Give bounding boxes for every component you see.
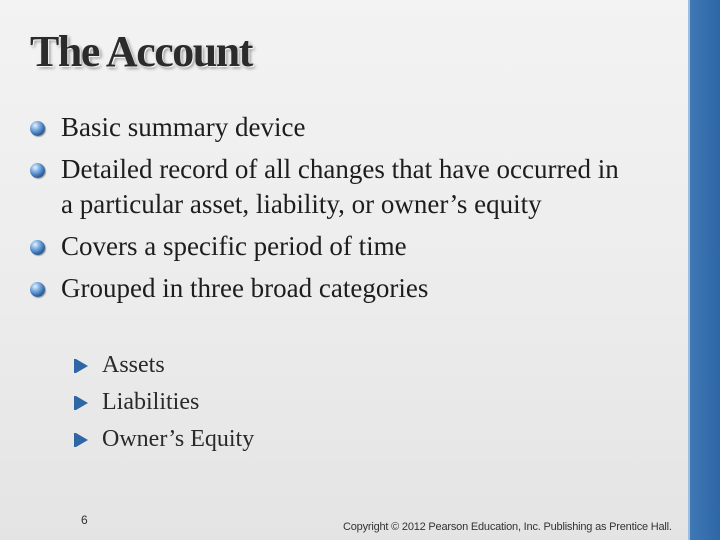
subbullet-text: Liabilities <box>102 389 200 415</box>
subbullet-list <box>76 347 254 458</box>
arrow-bullet-icon <box>76 396 88 410</box>
bullet-list <box>30 110 630 313</box>
bullet-text: Grouped in three broad categories <box>61 273 429 303</box>
sphere-bullet-icon <box>30 121 45 136</box>
sphere-bullet-icon <box>30 282 45 297</box>
subbullet-text: Assets <box>102 352 165 378</box>
bullet-text: Basic summary device <box>61 112 306 142</box>
sphere-bullet-icon <box>30 240 45 255</box>
bullet-text: Covers a specific period of time <box>61 231 407 261</box>
arrow-bullet-icon <box>76 433 88 447</box>
subbullet-item <box>76 384 254 421</box>
bullet-item <box>30 110 630 145</box>
copyright-notice: Copyright © 2012 Pearson Education, Inc. Publishing as Prentice Hall. <box>343 521 672 533</box>
bullet-item <box>30 271 630 306</box>
bullet-item <box>30 152 630 222</box>
subbullet-item <box>76 421 254 458</box>
accent-side-bar <box>690 0 720 540</box>
sphere-bullet-icon <box>30 163 45 178</box>
slide-title: The Account <box>30 27 252 76</box>
bullet-item <box>30 229 630 264</box>
page-number: 6 <box>81 513 88 527</box>
arrow-bullet-icon <box>76 359 88 373</box>
subbullet-item <box>76 347 254 384</box>
subbullet-text: Owner’s Equity <box>102 426 255 452</box>
bullet-text: Detailed record of all changes that have occurred in a particular asset, liability, or owner’s equity <box>61 154 619 219</box>
